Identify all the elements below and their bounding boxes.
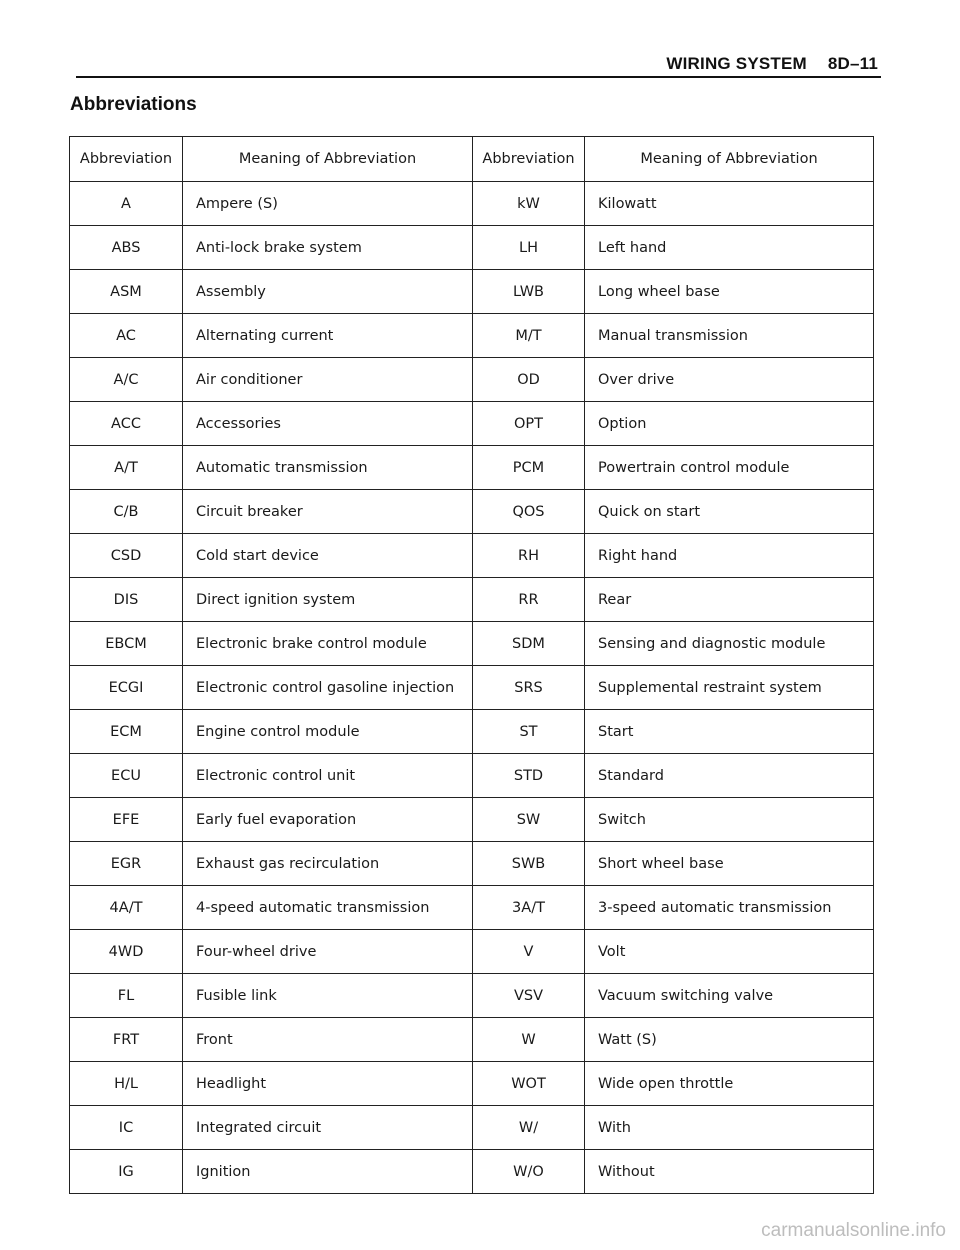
abbreviation-cell: FL — [70, 974, 183, 1018]
table-row — [70, 490, 874, 534]
meaning-cell: Switch — [585, 798, 874, 842]
abbreviation-cell: ST — [473, 710, 585, 754]
meaning-cell: Rear — [585, 578, 874, 622]
abbreviation-cell: A/T — [70, 446, 183, 490]
abbreviation-cell: ECM — [70, 710, 183, 754]
abbreviation-cell: RH — [473, 534, 585, 578]
abbreviation-cell: OPT — [473, 402, 585, 446]
abbreviation-cell: C/B — [70, 490, 183, 534]
abbreviations-table — [69, 136, 874, 1194]
table-row — [70, 1018, 874, 1062]
abbreviation-cell: W/O — [473, 1150, 585, 1194]
abbreviation-cell: 4A/T — [70, 886, 183, 930]
abbreviation-cell: FRT — [70, 1018, 183, 1062]
meaning-cell: Volt — [585, 930, 874, 974]
column-header-meaning: Meaning of Abbreviation — [183, 137, 473, 182]
meaning-cell: Assembly — [183, 270, 473, 314]
meaning-cell: Over drive — [585, 358, 874, 402]
meaning-cell: Exhaust gas recirculation — [183, 842, 473, 886]
table-row — [70, 446, 874, 490]
meaning-cell: Alternating current — [183, 314, 473, 358]
column-header-abbreviation-2: Abbreviation — [473, 137, 585, 182]
meaning-cell: Watt (S) — [585, 1018, 874, 1062]
column-header-meaning-2: Meaning of Abbreviation — [585, 137, 874, 182]
meaning-cell: Ampere (S) — [183, 182, 473, 226]
table-row — [70, 1106, 874, 1150]
table-row — [70, 974, 874, 1018]
abbreviation-cell: V — [473, 930, 585, 974]
abbreviation-cell: 4WD — [70, 930, 183, 974]
table-row — [70, 182, 874, 226]
section-title: WIRING SYSTEM — [666, 54, 807, 73]
table-row — [70, 798, 874, 842]
abbreviation-cell: EGR — [70, 842, 183, 886]
meaning-cell: Front — [183, 1018, 473, 1062]
abbreviation-cell: SRS — [473, 666, 585, 710]
meaning-cell: 3-speed automatic transmission — [585, 886, 874, 930]
abbreviation-cell: ACC — [70, 402, 183, 446]
abbreviation-cell: SW — [473, 798, 585, 842]
meaning-cell: Standard — [585, 754, 874, 798]
abbreviation-cell: CSD — [70, 534, 183, 578]
meaning-cell: Wide open throttle — [585, 1062, 874, 1106]
page-title: Abbreviations — [70, 94, 197, 115]
table-row — [70, 710, 874, 754]
abbreviation-cell: LWB — [473, 270, 585, 314]
abbreviation-cell: IG — [70, 1150, 183, 1194]
abbreviation-cell: IC — [70, 1106, 183, 1150]
meaning-cell: Short wheel base — [585, 842, 874, 886]
meaning-cell: Circuit breaker — [183, 490, 473, 534]
meaning-cell: Supplemental restraint system — [585, 666, 874, 710]
abbreviation-cell: ASM — [70, 270, 183, 314]
column-header-abbreviation: Abbreviation — [70, 137, 183, 182]
meaning-cell: Right hand — [585, 534, 874, 578]
abbreviation-cell: A/C — [70, 358, 183, 402]
table-row — [70, 622, 874, 666]
table-row — [70, 270, 874, 314]
abbreviation-cell: DIS — [70, 578, 183, 622]
meaning-cell: Accessories — [183, 402, 473, 446]
abbreviation-cell: VSV — [473, 974, 585, 1018]
abbreviation-cell: ECGI — [70, 666, 183, 710]
abbreviation-cell: W/ — [473, 1106, 585, 1150]
meaning-cell: Engine control module — [183, 710, 473, 754]
table-row — [70, 754, 874, 798]
meaning-cell: Option — [585, 402, 874, 446]
meaning-cell: Manual transmission — [585, 314, 874, 358]
table-row — [70, 578, 874, 622]
abbreviation-cell: W — [473, 1018, 585, 1062]
meaning-cell: Automatic transmission — [183, 446, 473, 490]
meaning-cell: Sensing and diagnostic module — [585, 622, 874, 666]
abbreviation-cell: EFE — [70, 798, 183, 842]
meaning-cell: Integrated circuit — [183, 1106, 473, 1150]
meaning-cell: Kilowatt — [585, 182, 874, 226]
meaning-cell: Quick on start — [585, 490, 874, 534]
abbreviation-cell: QOS — [473, 490, 585, 534]
abbreviation-cell: OD — [473, 358, 585, 402]
meaning-cell: Direct ignition system — [183, 578, 473, 622]
meaning-cell: Air conditioner — [183, 358, 473, 402]
meaning-cell: Electronic brake control module — [183, 622, 473, 666]
meaning-cell: Headlight — [183, 1062, 473, 1106]
header-rule — [76, 76, 881, 78]
meaning-cell: With — [585, 1106, 874, 1150]
meaning-cell: Electronic control unit — [183, 754, 473, 798]
abbreviation-cell: SDM — [473, 622, 585, 666]
table-row — [70, 314, 874, 358]
abbreviation-cell: ABS — [70, 226, 183, 270]
table-row — [70, 1062, 874, 1106]
abbreviation-cell: PCM — [473, 446, 585, 490]
meaning-cell: Electronic control gasoline injection — [183, 666, 473, 710]
table-header-row — [70, 137, 874, 182]
abbreviation-cell: kW — [473, 182, 585, 226]
table-row — [70, 1150, 874, 1194]
abbreviation-cell: AC — [70, 314, 183, 358]
table-row — [70, 402, 874, 446]
abbreviation-cell: A — [70, 182, 183, 226]
table-row — [70, 534, 874, 578]
abbreviation-cell: ECU — [70, 754, 183, 798]
meaning-cell: Start — [585, 710, 874, 754]
abbreviation-cell: H/L — [70, 1062, 183, 1106]
meaning-cell: Anti-lock brake system — [183, 226, 473, 270]
abbreviation-cell: SWB — [473, 842, 585, 886]
abbreviation-cell: LH — [473, 226, 585, 270]
meaning-cell: Powertrain control module — [585, 446, 874, 490]
abbreviation-cell: WOT — [473, 1062, 585, 1106]
table-row — [70, 226, 874, 270]
meaning-cell: Vacuum switching valve — [585, 974, 874, 1018]
abbreviation-cell: STD — [473, 754, 585, 798]
table-row — [70, 842, 874, 886]
table-row — [70, 930, 874, 974]
meaning-cell: Long wheel base — [585, 270, 874, 314]
table-row — [70, 886, 874, 930]
abbreviation-cell: M/T — [473, 314, 585, 358]
abbreviation-cell: 3A/T — [473, 886, 585, 930]
meaning-cell: Cold start device — [183, 534, 473, 578]
meaning-cell: Four-wheel drive — [183, 930, 473, 974]
meaning-cell: Without — [585, 1150, 874, 1194]
table-row — [70, 358, 874, 402]
page-number: 8D–11 — [827, 54, 878, 73]
watermark: carmanualsonline.info — [761, 1220, 946, 1241]
abbreviation-cell: RR — [473, 578, 585, 622]
page-header — [666, 54, 878, 74]
meaning-cell: Left hand — [585, 226, 874, 270]
meaning-cell: Ignition — [183, 1150, 473, 1194]
meaning-cell: Early fuel evaporation — [183, 798, 473, 842]
table-body — [70, 182, 874, 1194]
meaning-cell: Fusible link — [183, 974, 473, 1018]
abbreviation-cell: EBCM — [70, 622, 183, 666]
table-row — [70, 666, 874, 710]
meaning-cell: 4-speed automatic transmission — [183, 886, 473, 930]
